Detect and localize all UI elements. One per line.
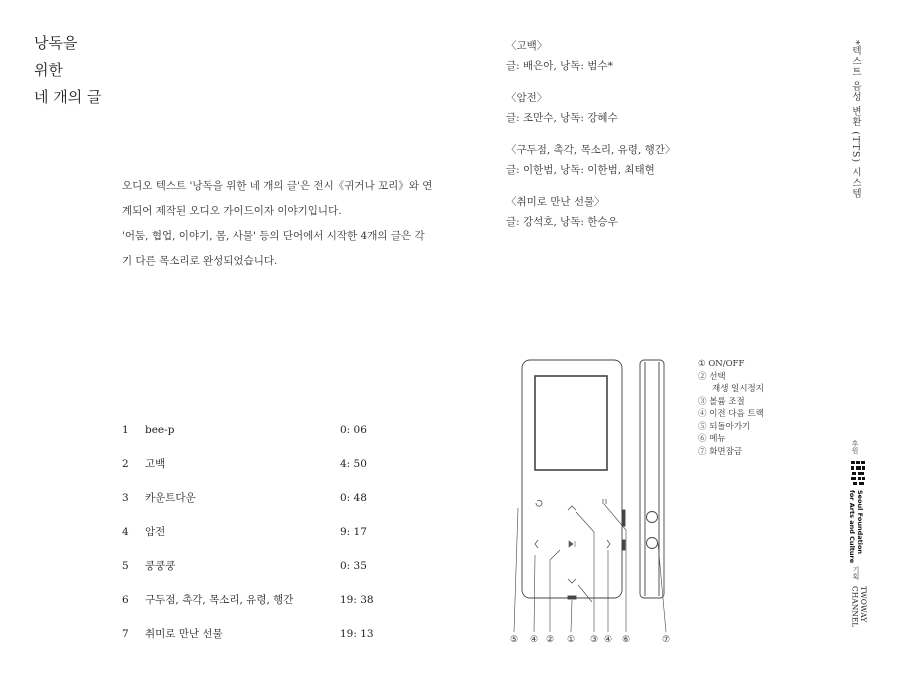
title-line: 낭독을 [34,34,78,52]
track-list [122,416,422,654]
legend-item: ② 선택 [698,371,726,382]
credit-title: 〈취미로 만난 선물〉 [506,196,605,208]
track-number: 4 [122,526,129,538]
intro-line: 기 다른 목소리로 완성되었습니다. [122,255,278,267]
legend-item: ④ 이전 다음 트랙 [698,409,764,419]
track-row [122,416,422,450]
callout-number: ③ [589,635,599,645]
legend-item: ③ 볼륨 조절 [698,396,745,407]
credit-body: 글: 조만수, 낭독: 강혜수 [506,112,618,124]
track-title: bee-p [145,424,175,436]
leader-line [534,555,535,632]
leader-line [571,600,572,632]
callout-number: ④ [603,635,613,645]
track-title: 암전 [145,526,166,538]
title-line: 네 개의 글 [34,88,102,106]
track-title: 구두점, 촉각, 목소리, 유령, 행간 [145,594,294,606]
page-title [34,30,102,111]
sponsor-logo-icon [850,460,866,486]
track-title: 취미로 만난 선물 [145,628,223,640]
menu-icon [603,499,606,504]
organizer-name-line: CHANNEL [850,586,860,628]
player-side-body [640,360,664,598]
track-row [122,620,422,654]
track-number: 2 [122,458,129,470]
player-screen [535,376,607,470]
credits-list [506,36,675,244]
credit-body: 글: 배은아, 낭독: 범수* [506,60,613,72]
legend-item: ⑤ 되돌아가기 [698,421,751,432]
organizer-name-line: TWOWAY [859,586,868,623]
callout-number: ① [566,635,576,645]
callout-number: ⑦ [661,635,671,645]
callout-number: ⑥ [621,635,631,645]
side-slider [622,510,625,526]
track-number: 7 [122,628,129,640]
legend-item: ① ON/OFF [698,359,745,369]
track-number: 3 [122,492,129,504]
intro-paragraph [122,174,452,274]
credit-item [506,140,675,180]
track-duration: 19: 38 [340,594,374,606]
credit-body: 글: 이한범, 낭독: 이한범, 최태현 [506,164,655,176]
intro-line: 오디오 텍스트 '낭독을 위한 네 개의 글'은 전시《귀거나 꼬리》와 연 [122,180,433,192]
track-title: 고백 [145,458,166,470]
track-number: 5 [122,560,129,572]
credit-title: 〈구두점, 촉각, 목소리, 유령, 행간〉 [506,144,676,156]
track-duration: 19: 13 [340,628,374,640]
leader-line [514,508,518,632]
next-icon [607,540,610,548]
prev-icon [535,540,538,548]
side-button [647,538,658,549]
credit-item [506,36,675,76]
callout-number: ⑤ [509,635,519,645]
track-duration: 4: 50 [340,458,367,470]
track-row [122,484,422,518]
track-duration: 0: 06 [340,424,367,436]
button-legend [698,358,764,458]
back-icon [536,500,542,506]
track-row [122,552,422,586]
track-title: 쿵쿵쿵 [145,560,176,572]
credit-title: 〈암전〉 [506,92,548,104]
callout-number: ④ [529,635,539,645]
sponsor-name-line: for Arts and Culture [848,490,856,564]
play-pause-icon [569,541,575,547]
volume-up-icon [568,506,576,510]
side-slider [622,540,625,550]
sponsor-name-line: Seoul Foundation [856,490,864,555]
intro-line: 계되어 제작된 오디오 가이드이자 이야기입니다. [122,205,342,217]
tts-footnote: *텍스트 음성 변환 (TTS) 시스템 [850,40,861,199]
leader-line [578,585,592,602]
intro-line: '어둠, 협업, 이야기, 몸, 사물' 등의 단어에서 시작한 4개의 글은 각 [122,230,425,242]
side-button [647,512,658,523]
track-row [122,586,422,620]
credit-item [506,192,675,232]
callout-number: ② [545,635,555,645]
organizer-name [850,586,867,627]
track-duration: 9: 17 [340,526,367,538]
credit-title: 〈고백〉 [506,40,548,52]
track-row [122,518,422,552]
legend-item: ⑦ 화면잠금 [698,446,743,457]
track-duration: 0: 48 [340,492,367,504]
leader-line [550,550,560,560]
organizer-label: 기획 [852,566,860,580]
track-title: 카운트다운 [145,492,196,504]
credit-item [506,88,675,128]
track-number: 1 [122,424,129,436]
legend-item: 재생 일시정지 [712,384,764,394]
track-row [122,450,422,484]
track-number: 6 [122,594,129,606]
track-duration: 0: 35 [340,560,367,572]
title-line: 위한 [34,61,63,79]
legend-item: ⑥ 메뉴 [698,434,726,444]
sponsor-strip [840,440,876,660]
bottom-port [568,596,576,599]
volume-down-icon [568,579,576,583]
leader-line [576,512,594,532]
sponsor-name [848,490,864,563]
mp3-player-diagram [490,350,710,650]
sponsor-label: 후원 [851,440,859,454]
credit-body: 글: 강석호, 낭독: 한승우 [506,216,618,228]
